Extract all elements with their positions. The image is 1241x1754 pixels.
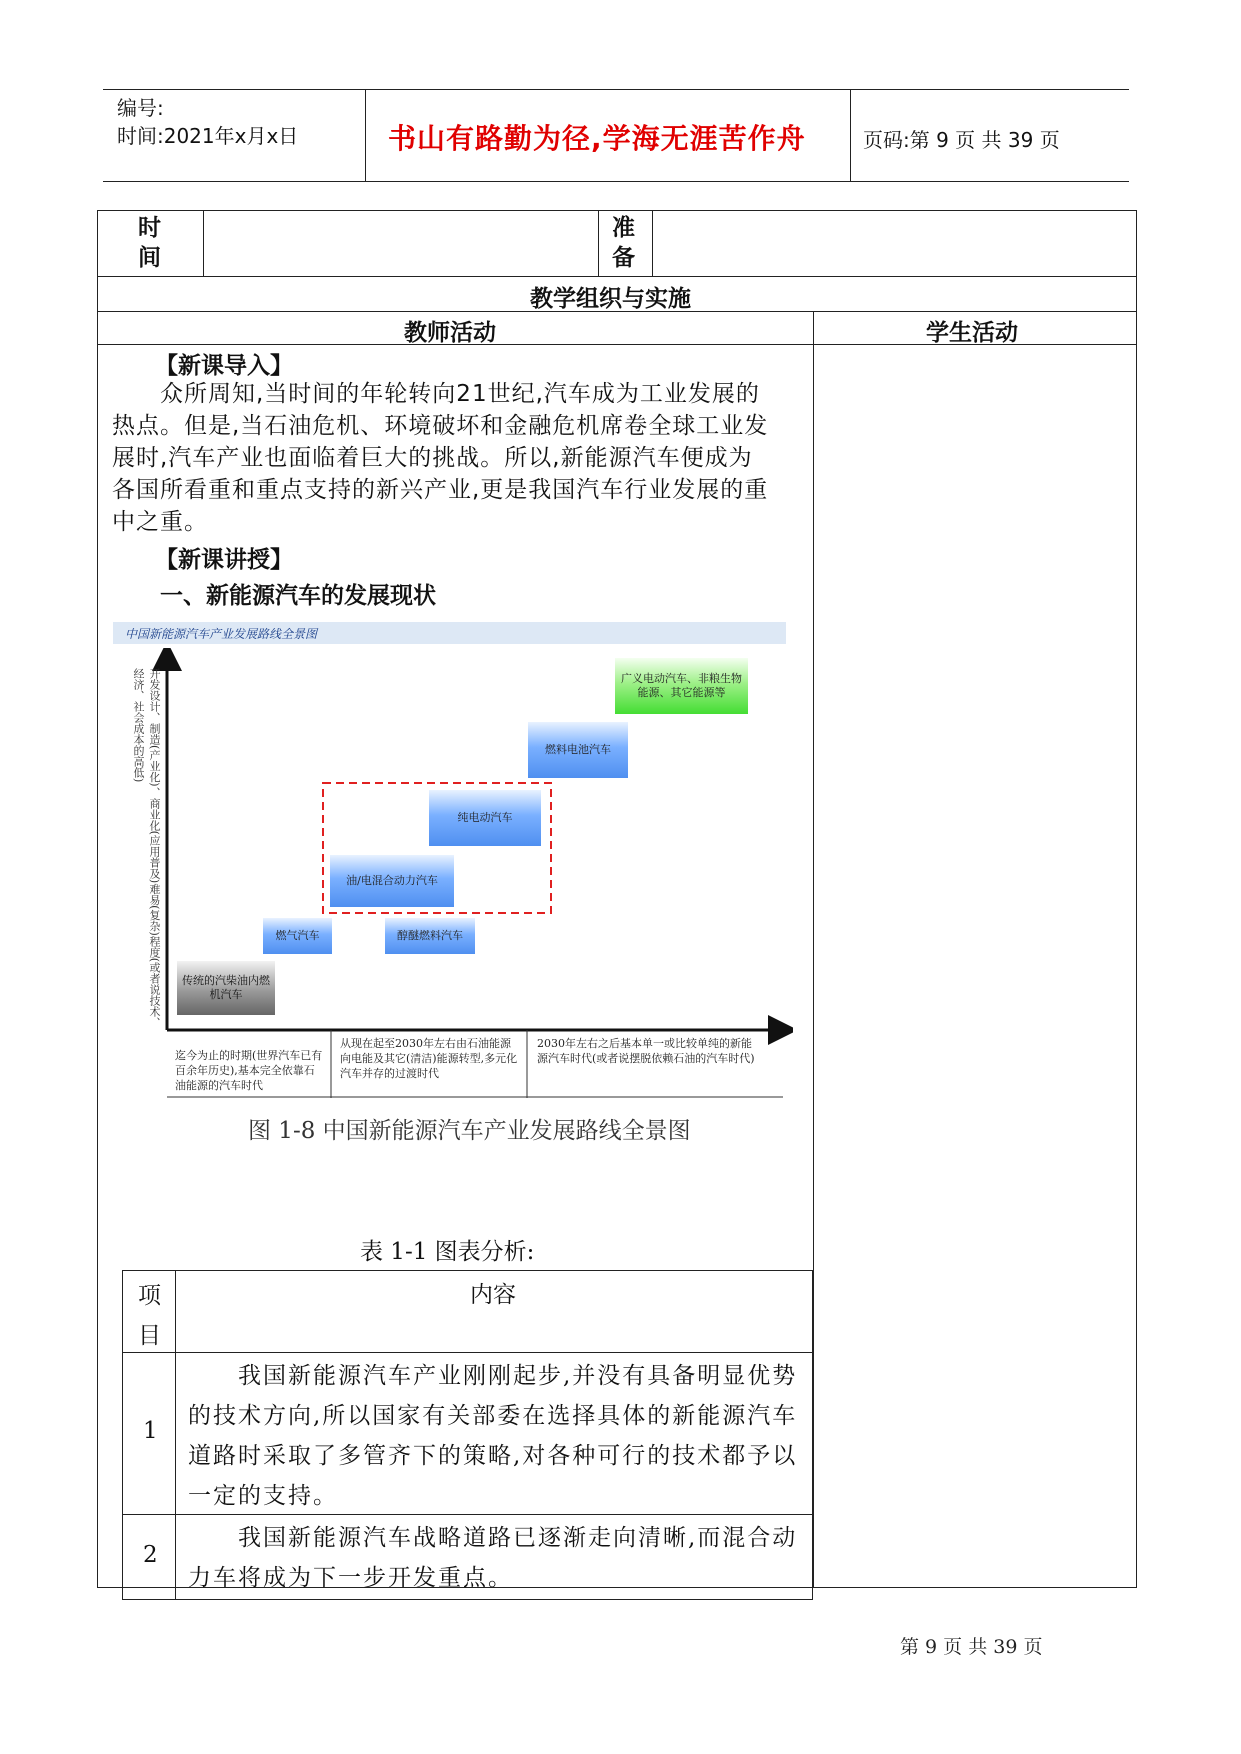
student-activity-header: 学生活动	[926, 320, 1018, 346]
analysis-row-content	[188, 1518, 797, 1598]
stage-traditional: 传统的汽柴油内燃机汽车	[177, 961, 275, 1015]
footer-page-number: 第 9 页 共 39 页	[900, 1636, 1043, 1658]
analysis-item-header: 项目	[138, 1283, 161, 1349]
period-1: 迄今为止的时期(世界汽车已有百余年历史),基本完全依靠石油能源的汽车时代	[175, 1049, 323, 1092]
period-2: 从现在起至2030年左右由石油能源向电能及其它(清洁)能源转型,多元化汽车并存的过渡时代	[340, 1037, 518, 1080]
analysis-content-header: 内容	[470, 1282, 516, 1308]
figure-banner-text: 中国新能源汽车产业发展路线全景图	[125, 627, 318, 641]
analysis-row-rule-1	[122, 1352, 813, 1353]
header-divider-left	[365, 89, 366, 181]
stage-broad-energy: 广义电动汽车、非粮生物能源、其它能源等	[615, 658, 748, 714]
time-header: 时间	[138, 215, 161, 271]
analysis-line: 我国新能源汽车产业刚刚起步,并没有具备明显优势	[238, 1363, 798, 1389]
intro-line: 中之重。	[112, 509, 208, 535]
lecture-heading: 【新课讲授】	[155, 547, 293, 573]
stage-electric: 纯电动汽车	[429, 790, 541, 846]
doc-time-label: 时间:2021年x月x日	[117, 124, 299, 148]
analysis-line: 一定的支持。	[188, 1483, 338, 1509]
section-title: 教学组织与实施	[530, 286, 691, 312]
col-rule-mid	[598, 210, 599, 276]
stage-alcohol: 醇醚燃料汽车	[385, 918, 475, 954]
intro-line: 展时,汽车产业也面临着巨大的挑战。所以,新能源汽车便成为	[112, 445, 753, 471]
analysis-title: 表 1-1 图表分析:	[360, 1239, 535, 1265]
header-bottom-rule	[103, 181, 1129, 182]
analysis-line: 道路时采取了多管齐下的策略,对各种可行的技术都予以	[188, 1443, 798, 1469]
analysis-line: 力车将成为下一步开发重点。	[188, 1565, 513, 1591]
figure-caption: 图 1-8 中国新能源汽车产业发展路线全景图	[248, 1118, 691, 1144]
doc-number-label: 编号:	[117, 96, 164, 120]
header-divider-right	[850, 89, 851, 181]
teacher-activity-header: 教师活动	[404, 320, 496, 346]
period-3: 2030年左右之后基本单一或比较单纯的新能源汽车时代(或者说摆脱依赖石油的汽车时代)	[537, 1037, 755, 1065]
stage-hybrid: 油/电混合动力汽车	[330, 855, 454, 907]
page-indicator: 页码:第 9 页 共 39 页	[863, 128, 1060, 152]
header-top-rule	[103, 89, 1129, 90]
intro-line: 各国所看重和重点支持的新兴产业,更是我国汽车行业发展的重	[112, 477, 769, 503]
analysis-row-content	[188, 1356, 797, 1516]
col-rule-student	[813, 311, 814, 1588]
analysis-line: 我国新能源汽车战略道路已逐渐走向清晰,而混合动	[238, 1525, 798, 1551]
intro-paragraph	[112, 378, 768, 538]
prep-header: 准备	[612, 215, 635, 271]
sub-heading: 一、新能源汽车的发展现状	[160, 583, 436, 609]
analysis-line: 的技术方向,所以国家有关部委在选择具体的新能源汽车	[188, 1403, 798, 1429]
analysis-row-num: 2	[143, 1542, 158, 1568]
figure-banner	[113, 622, 786, 644]
analysis-col-rule	[175, 1270, 176, 1600]
intro-line: 众所周知,当时间的年轮转向21世纪,汽车成为工业发展的	[160, 381, 760, 407]
stage-gas: 燃气汽车	[263, 918, 332, 954]
stage-fuelcell: 燃料电池汽车	[528, 722, 628, 778]
intro-heading: 【新课导入】	[155, 353, 293, 379]
col-rule-time	[203, 210, 204, 276]
col-rule-prep	[652, 210, 653, 276]
y-axis-label: 开发设计、制造(产业化)、商业化(应用普及)难易(复杂)程度(或者说技术、经济、社会成本的高低)	[132, 668, 161, 1029]
analysis-row-num: 1	[143, 1418, 158, 1444]
motto: 书山有路勤为径,学海无涯苦作舟	[388, 122, 806, 155]
intro-line: 热点。但是,当石油危机、环境破坏和金融危机席卷全球工业发	[112, 413, 769, 439]
row-rule-1	[97, 276, 1137, 277]
